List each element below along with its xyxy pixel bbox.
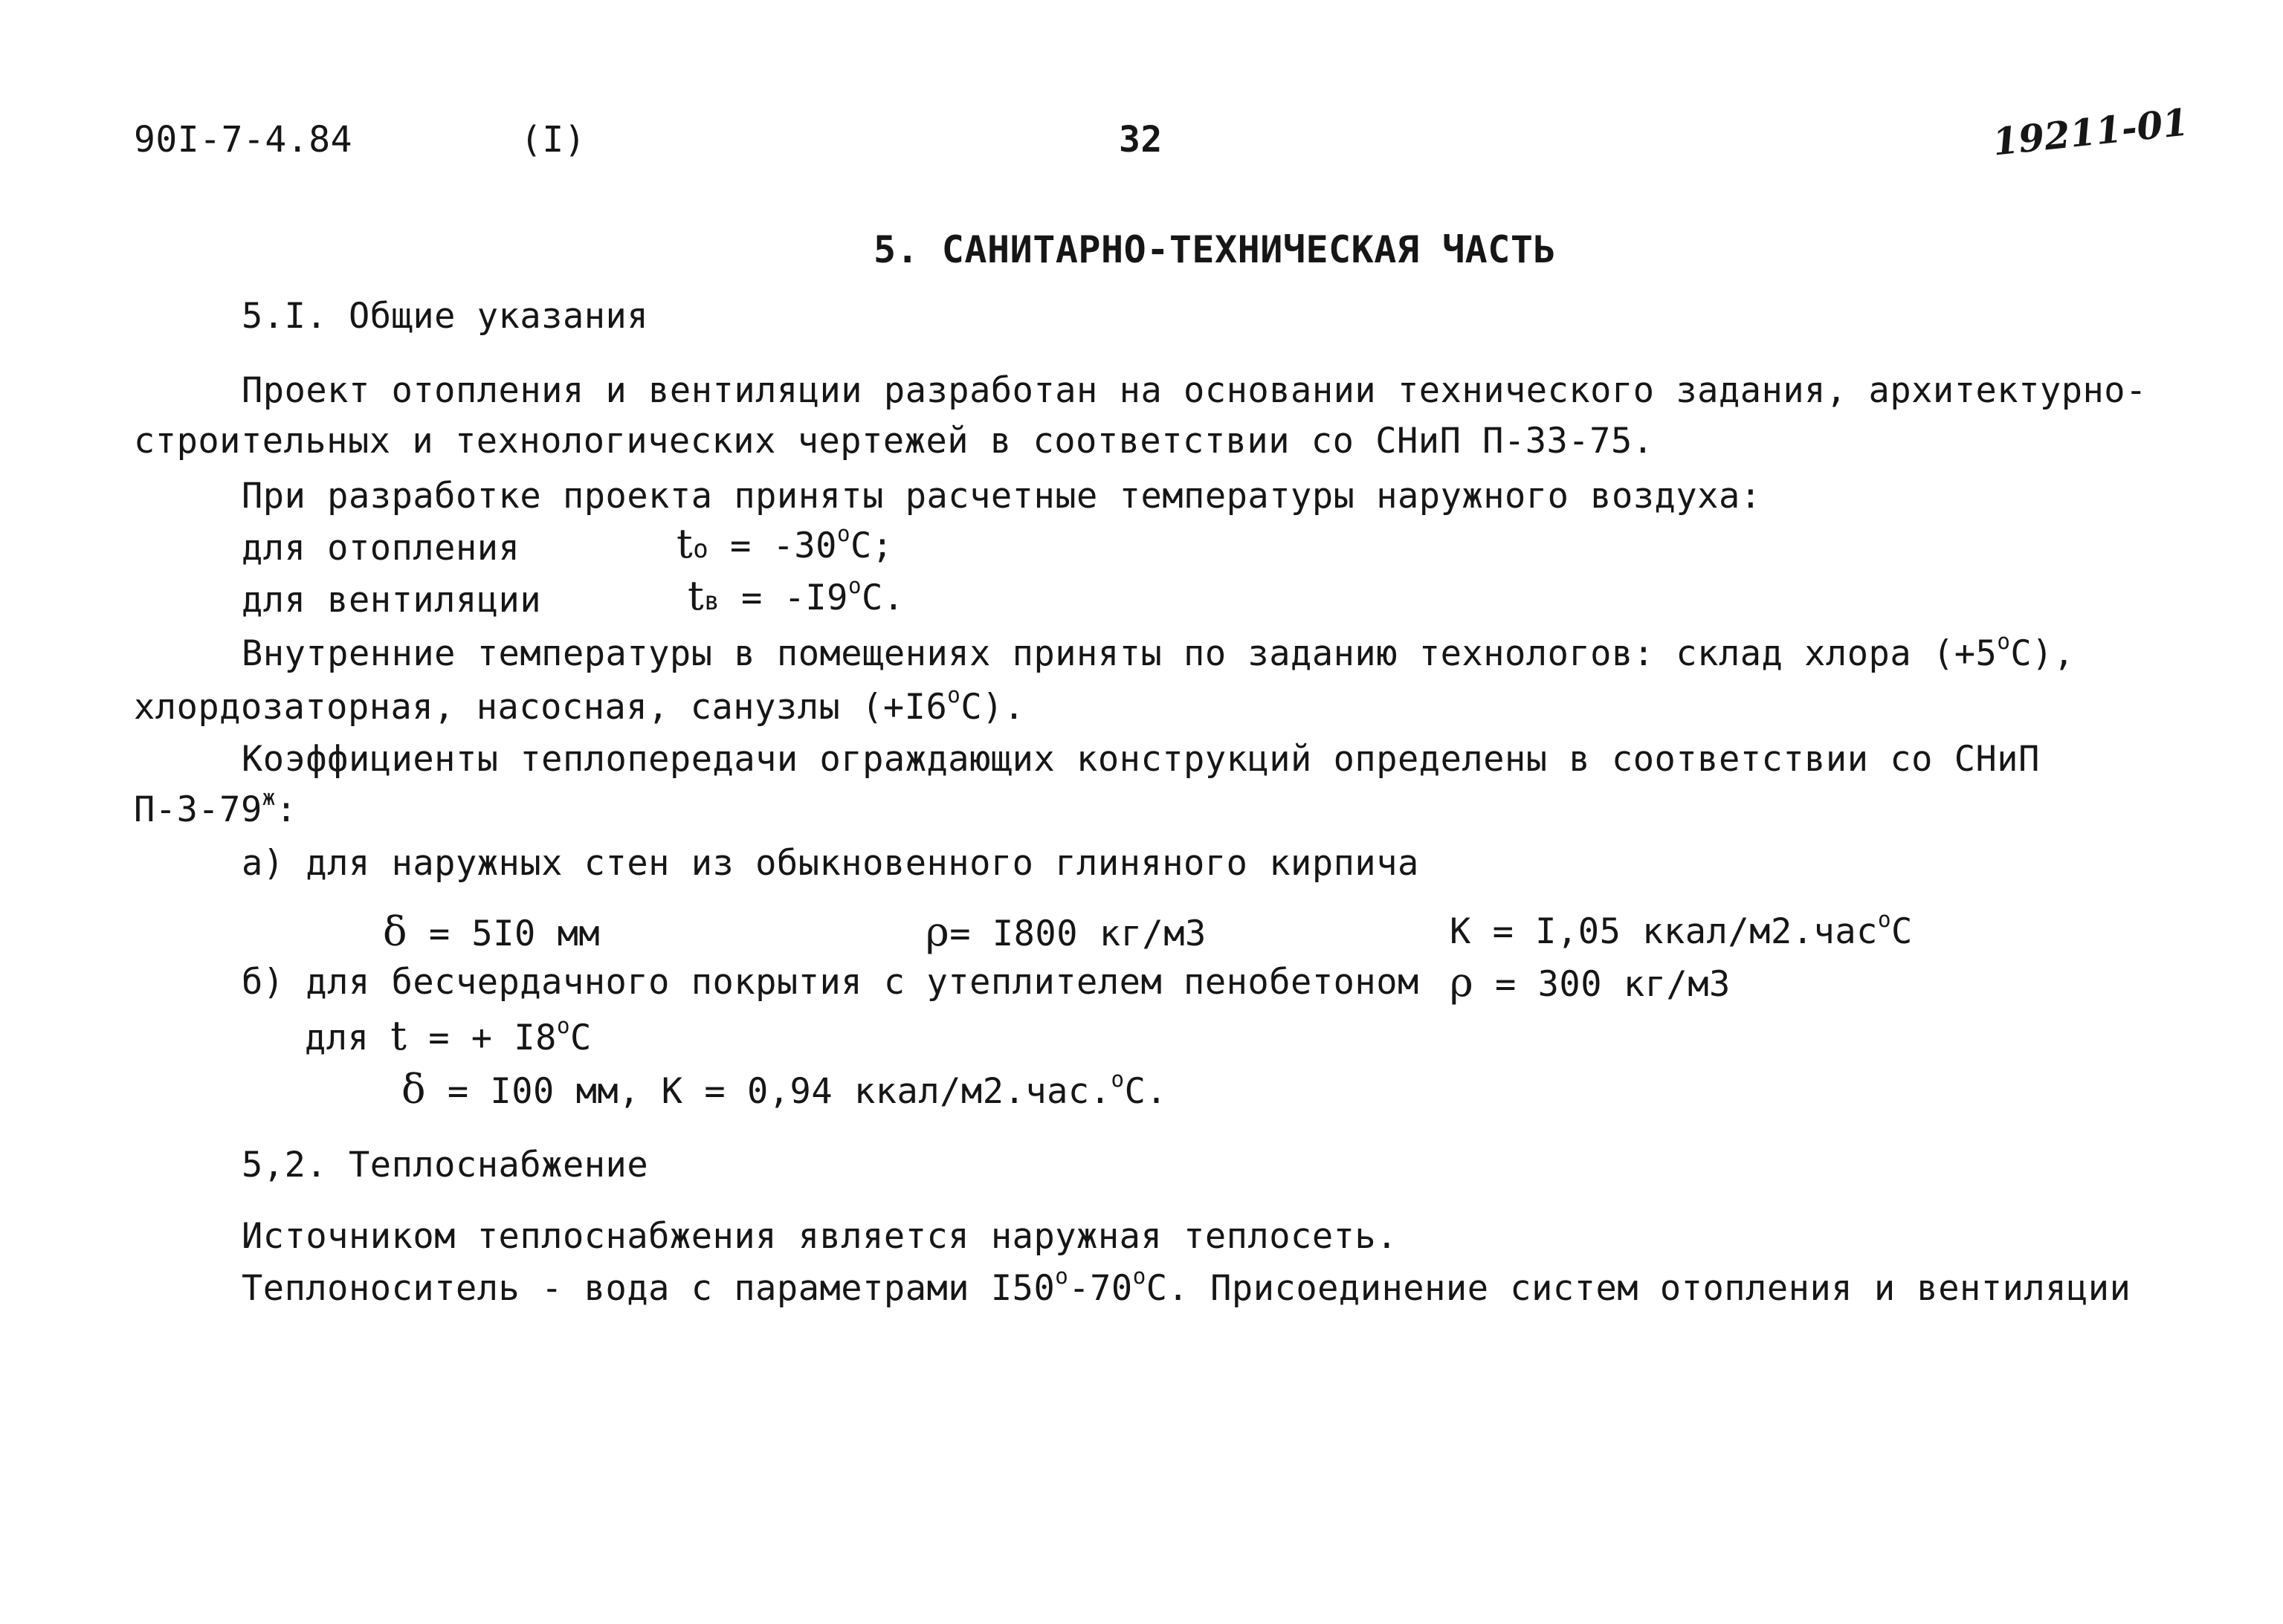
text-span: = + I8 xyxy=(428,1018,557,1058)
degree-mark: o xyxy=(847,573,862,599)
degree-mark: o xyxy=(1997,629,2011,655)
temperature-symbol: t xyxy=(688,572,705,619)
roof-temperature xyxy=(305,1012,592,1059)
text-span: C. xyxy=(1124,1071,1168,1112)
text-span: П-3-79 xyxy=(134,789,262,830)
section-title: 5. САНИТАРНО-ТЕХНИЧЕСКАЯ ЧАСТЬ xyxy=(874,228,1557,271)
list-item-a: а) для наружных стен из обыкновенного глиняного кирпича xyxy=(242,843,1419,884)
paragraph-line: Источником теплоснабжения является наружная теплосеть. xyxy=(242,1216,1398,1257)
degree-mark: o xyxy=(556,1013,571,1039)
degree-mark: o xyxy=(947,682,961,708)
temperature-subscript: o xyxy=(693,534,709,564)
degree-mark: o xyxy=(1111,1067,1125,1093)
text-span: для xyxy=(305,1018,369,1058)
paragraph-line: Коэффициенты теплопередачи ограждающих конструкций определены в соответствии со СНиП xyxy=(242,739,2040,780)
ventilation-temperature xyxy=(688,572,905,622)
ventilation-unit: C. xyxy=(862,578,905,618)
delta-symbol: δ xyxy=(383,908,408,955)
text-span: K = I,05 ккал/м2.час xyxy=(1450,911,1878,952)
roof-thickness xyxy=(401,1066,1168,1113)
document-code: 90I-7-4.84 xyxy=(134,119,352,161)
text-span: C), xyxy=(2010,633,2075,674)
paragraph-line xyxy=(242,629,2075,675)
text-span: = 5I0 мм xyxy=(428,913,601,954)
text-span: C). xyxy=(960,687,1025,728)
list-item-b: б) для бесчердачного покрытия с утеплителем пенобетоном xyxy=(242,962,1419,1003)
temperature-symbol: t xyxy=(676,520,694,567)
paragraph-line: строительных и технологических чертежей в соответствии со СНиП П-33-75. xyxy=(134,421,1654,462)
temperature-symbol: t xyxy=(390,1012,407,1059)
document-part: (I) xyxy=(520,119,587,161)
paragraph-line xyxy=(134,785,297,831)
text-span: Внутренние температуры в помещениях приняты по заданию технологов: склад хлора (+5 xyxy=(242,633,1998,674)
text-span: = 300 кг/м3 xyxy=(1495,964,1731,1005)
temperature-subscript: в xyxy=(704,586,720,616)
text-span: : xyxy=(275,789,297,830)
paragraph-line xyxy=(134,682,1025,728)
text-span: -70 xyxy=(1068,1268,1133,1309)
degree-mark: o xyxy=(1877,907,1891,933)
rho-symbol: ρ xyxy=(1450,959,1474,1006)
paragraph-line: Проект отопления и вентиляции разработан на основании технического задания, архитектурно- xyxy=(242,370,2147,411)
text-span: C xyxy=(1890,911,1913,952)
asterisk-mark: ж xyxy=(262,785,276,811)
ventilation-label: для вентиляции xyxy=(242,580,542,621)
handwritten-stamp: 19211-01 xyxy=(1990,100,2191,164)
text-span: = I800 кг/м3 xyxy=(949,913,1207,954)
degree-mark: o xyxy=(1132,1264,1146,1290)
wall-thickness xyxy=(383,908,601,955)
heating-temperature xyxy=(676,520,894,570)
degree-mark: o xyxy=(836,521,851,547)
text-span: = I00 мм, K = 0,94 ккал/м2.час. xyxy=(447,1071,1111,1112)
heating-label: для отопления xyxy=(242,528,520,569)
rho-symbol: ρ xyxy=(926,908,950,955)
degree-mark: o xyxy=(1055,1264,1069,1290)
page-number: 32 xyxy=(1119,119,1163,161)
heating-value: = -30 xyxy=(729,525,837,566)
text-span: C xyxy=(570,1018,592,1058)
text-span: хлордозаторная, насосная, санузлы (+I6 xyxy=(134,687,948,728)
text-span: Теплоноситель - вода с параметрами I50 xyxy=(242,1268,1056,1309)
subsection-heading-5-1: 5.I. Общие указания xyxy=(242,296,649,337)
delta-symbol: δ xyxy=(401,1066,427,1113)
subsection-heading-5-2: 5,2. Теплоснабжение xyxy=(242,1145,649,1185)
roof-density xyxy=(1450,959,1731,1006)
wall-density xyxy=(926,908,1207,955)
paragraph-line xyxy=(242,1264,2131,1310)
ventilation-value: = -I9 xyxy=(740,578,848,618)
wall-coefficient xyxy=(1450,907,1913,953)
paragraph-line: При разработке проекта приняты расчетные температуры наружного воздуха: xyxy=(242,476,1762,517)
text-span: C. Присоединение систем отопления и вентиляции xyxy=(1146,1268,2131,1309)
heating-unit: C; xyxy=(850,525,894,566)
